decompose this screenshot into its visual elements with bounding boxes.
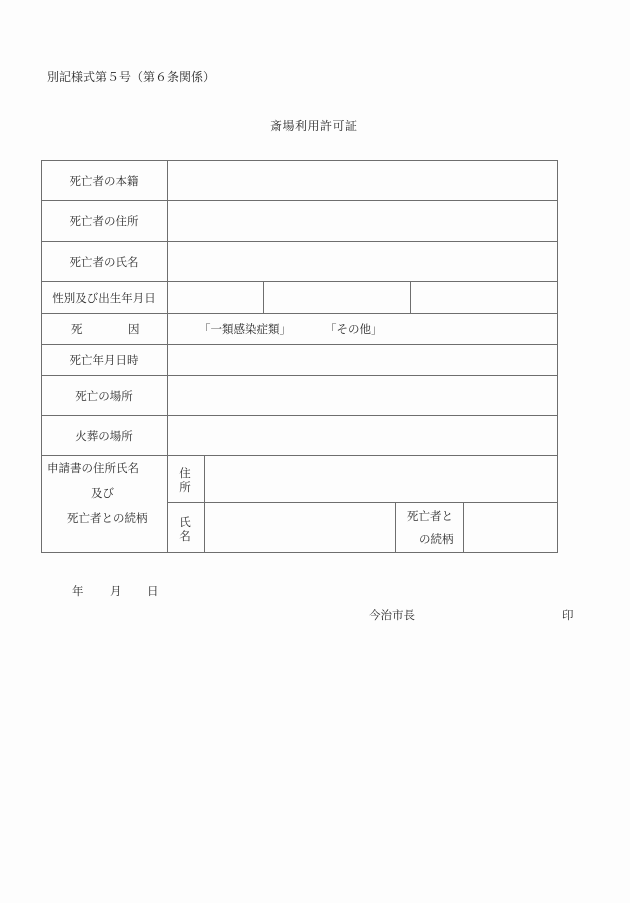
label-applicant-line1: 申請書の住所氏名	[47, 461, 139, 475]
label-relation-line2: の続柄	[419, 532, 454, 546]
sex-field[interactable]	[168, 282, 263, 313]
label-death-place: 死亡の場所	[75, 389, 133, 403]
label-cause-right: 因	[128, 322, 140, 336]
date-month: 月	[110, 584, 122, 598]
issuer-mayor: 今治市長	[369, 608, 415, 622]
char: 所	[179, 480, 191, 494]
label-applicant-address	[178, 466, 192, 494]
label-honseki: 死亡者の本籍	[69, 174, 139, 188]
row-divider	[41, 313, 557, 314]
permit-table	[41, 160, 557, 552]
label-cause-left: 死	[71, 322, 83, 336]
label-applicant-line2: 及び	[91, 486, 114, 500]
date-year: 年	[72, 584, 84, 598]
death-datetime-field[interactable]	[168, 345, 557, 375]
name-field[interactable]	[168, 242, 557, 281]
label-relation-line1: 死亡者と	[407, 509, 453, 523]
label-applicant-line3: 死亡者との続柄	[67, 511, 148, 525]
label-death-datetime: 死亡年月日時	[69, 353, 139, 367]
cause-option-class1[interactable]: 「一類感染症類」	[199, 322, 291, 336]
char: 氏	[179, 515, 191, 529]
date-day: 日	[147, 584, 159, 598]
table-border-bottom	[41, 552, 557, 553]
label-name: 死亡者の氏名	[69, 255, 139, 269]
birthdate-extra-field[interactable]	[411, 282, 557, 313]
label-sex-birthdate: 性別及び出生年月日	[52, 291, 156, 305]
form-reference: 別記様式第５号（第６条関係）	[47, 70, 216, 84]
seal-mark: 印	[562, 608, 574, 622]
cause-option-other[interactable]: 「その他」	[325, 322, 383, 336]
birthdate-field[interactable]	[264, 282, 410, 313]
death-place-field[interactable]	[168, 376, 557, 415]
label-cremation-place: 火葬の場所	[75, 429, 133, 443]
honseki-field[interactable]	[168, 161, 557, 200]
relation-field[interactable]	[464, 503, 557, 552]
address-field[interactable]	[168, 201, 557, 241]
document-title: 斎場利用許可証	[270, 119, 358, 133]
label-address: 死亡者の住所	[69, 214, 139, 228]
applicant-name-field[interactable]	[205, 503, 395, 552]
cremation-place-field[interactable]	[168, 416, 557, 455]
char: 住	[179, 466, 191, 480]
table-border-right	[557, 160, 558, 553]
col-divider	[395, 502, 396, 552]
label-applicant-name	[178, 515, 192, 543]
applicant-address-field[interactable]	[205, 456, 557, 502]
char: 名	[179, 529, 191, 543]
